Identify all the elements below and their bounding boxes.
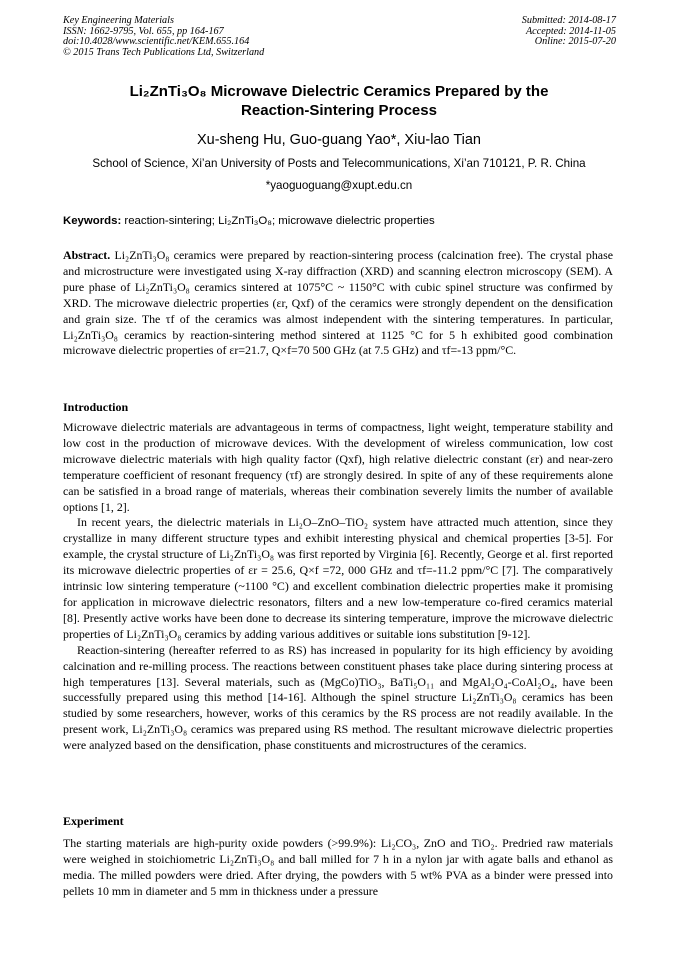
journal-header-left bbox=[63, 16, 264, 58]
journal-doi[interactable]: doi:10.4028/www.scientific.net/KEM.655.164 bbox=[63, 36, 250, 48]
journal-header-right bbox=[522, 16, 616, 48]
journal-copyright: © 2015 Trans Tech Publications Ltd, Switzerland bbox=[63, 46, 265, 58]
journal-issn: ISSN: 1662-9795, Vol. 655, pp 164-167 bbox=[63, 25, 224, 37]
introduction-paragraph-2: In recent years, the dielectric materials in Li₂O–ZnO–TiO₂ system have attracted much attention, since they crystallize in many different structure types and exhibit interesting physical and chemical properties [3-5]. For example, the crystal structure of Li₂ZnTi₃O₈ was first reported by Virginia [6]. Recently, George et al. first reported its microwave dielectric properties of εr = 25.6, Q×f =72, 000 GHz and τf=-11.2 ppm/°C [7]. The comparatively intrinsic low sintering temperature (~1100 °C) and excellent combination dielectric properties make it promising for application in microwave dielectric resonators, filters and a new low-temperature co-fired ceramics material [8]. Presently active works have been done to decrease its sintering temperature, improve the microwave dielectric properties of Li₂ZnTi₃O₈ ceramics by adding various additives or suitable ions substitution [9-12]. bbox=[63, 515, 613, 641]
paper-affiliation: School of Science, Xi’an University of Posts and Telecommunications, Xi’an 710121, P. R. China bbox=[92, 157, 586, 170]
date-submitted: Submitted: 2014-08-17 bbox=[521, 15, 616, 26]
introduction-paragraph-3: Reaction-sintering (hereafter referred to as RS) has increased in popularity for its high efficiency by avoiding calcination and re-milling process. The reactions between constituent phases take place during sintering process at high temperatures [13]. Several materials, such as (MgCo)TiO₃, BaTi₅O₁₁ and MgAl₂O₄-CoAl₂O₄, have been successfully prepared using this method [14-16]. Although the spinel structure Li₂ZnTi₃O₈ ceramics has been studied by some researchers, however, works of this ceramics by the RS process are not readily available. In the present work, Li₂ZnTi₃O₈ ceramics was prepared using RS method. The resultant microwave dielectric properties were analyzed based on the densification, phase constituents and microstructures of the ceramics. bbox=[63, 642, 613, 753]
keywords bbox=[63, 214, 623, 229]
journal-name: Key Engineering Materials bbox=[63, 15, 174, 26]
paper-title-line-1: Li₂ZnTi₃O₈ Microwave Dielectric Ceramics Prepared by the bbox=[129, 83, 549, 100]
corresponding-email[interactable]: *yaoguoguang@xupt.edu.cn bbox=[265, 179, 413, 192]
abstract-label: Abstract. bbox=[63, 248, 111, 262]
keywords-text: reaction-sintering; Li₂ZnTi₃O₈; microwave dielectric properties bbox=[124, 215, 435, 227]
date-accepted: Accepted: 2014-11-05 bbox=[525, 25, 616, 37]
section-heading-introduction: Introduction bbox=[63, 400, 129, 414]
date-online: Online: 2015-07-20 bbox=[534, 36, 616, 48]
introduction-body bbox=[63, 420, 613, 754]
paper-authors: Xu-sheng Hu, Guo-guang Yao*, Xiu-lao Tian bbox=[196, 132, 481, 148]
abstract bbox=[63, 248, 613, 359]
keywords-label: Keywords: bbox=[63, 215, 122, 227]
experiment-body bbox=[63, 836, 613, 900]
section-heading-experiment: Experiment bbox=[63, 814, 124, 828]
paper-title bbox=[60, 82, 618, 120]
introduction-paragraph-1: Microwave dielectric materials are advantageous in terms of compactness, light weight, temperature stability and low cost in the production of microwave devices. With the development of wireless communication, low cost microwave dielectric materials with high quality factor (Qxf), high relative dielectric constant (εr) and near-zero temperature coefficient of resonant frequency (τf) are strongly desired. In spite of any of these requirements alone can be satisfied in a broad range of materials, whereas their combination severely limits the number of available options [1, 2]. bbox=[63, 420, 613, 514]
experiment-paragraph-1: The starting materials are high-purity oxide powders (>99.9%): Li₂CO₃, ZnO and TiO₂. Predried raw materials were weighed in stoichiometric Li₂ZnTi₃O₈ and ball milled for 7 h in a nylon jar with agate balls and ethanol as media. The milled powders were dried. After drying, the powders with 5 wt% PVA as a binder were pressed into pellets 10 mm in diameter and 5 mm in thickness under a pressure bbox=[63, 836, 613, 898]
abstract-text: Li₂ZnTi₃O₈ ceramics were prepared by reaction-sintering process (calcination free). The crystal phase and microstructure were investigated using X-ray diffraction (XRD) and scanning electron microscopy (SEM). A pure phase of Li₂ZnTi₃O₈ ceramics sintered at 1075°C ~ 1150°C with cubic spinel structure was confirmed by XRD. The microwave dielectric properties (εr, Qxf) of the ceramics were strongly dependent on the densification and grain size. The τf of the ceramics was almost independent with the sintering temperatures. In particular, Li₂ZnTi₃O₈ ceramics by reaction-sintering method sintered at 1125 °C for 5 h exhibited good combination microwave dielectric properties of εr=21.7, Q×f=70 500 GHz (at 7.5 GHz) and τf=-13 ppm/°C. bbox=[63, 248, 613, 358]
paper-title-line-2: Reaction-Sintering Process bbox=[241, 102, 437, 119]
